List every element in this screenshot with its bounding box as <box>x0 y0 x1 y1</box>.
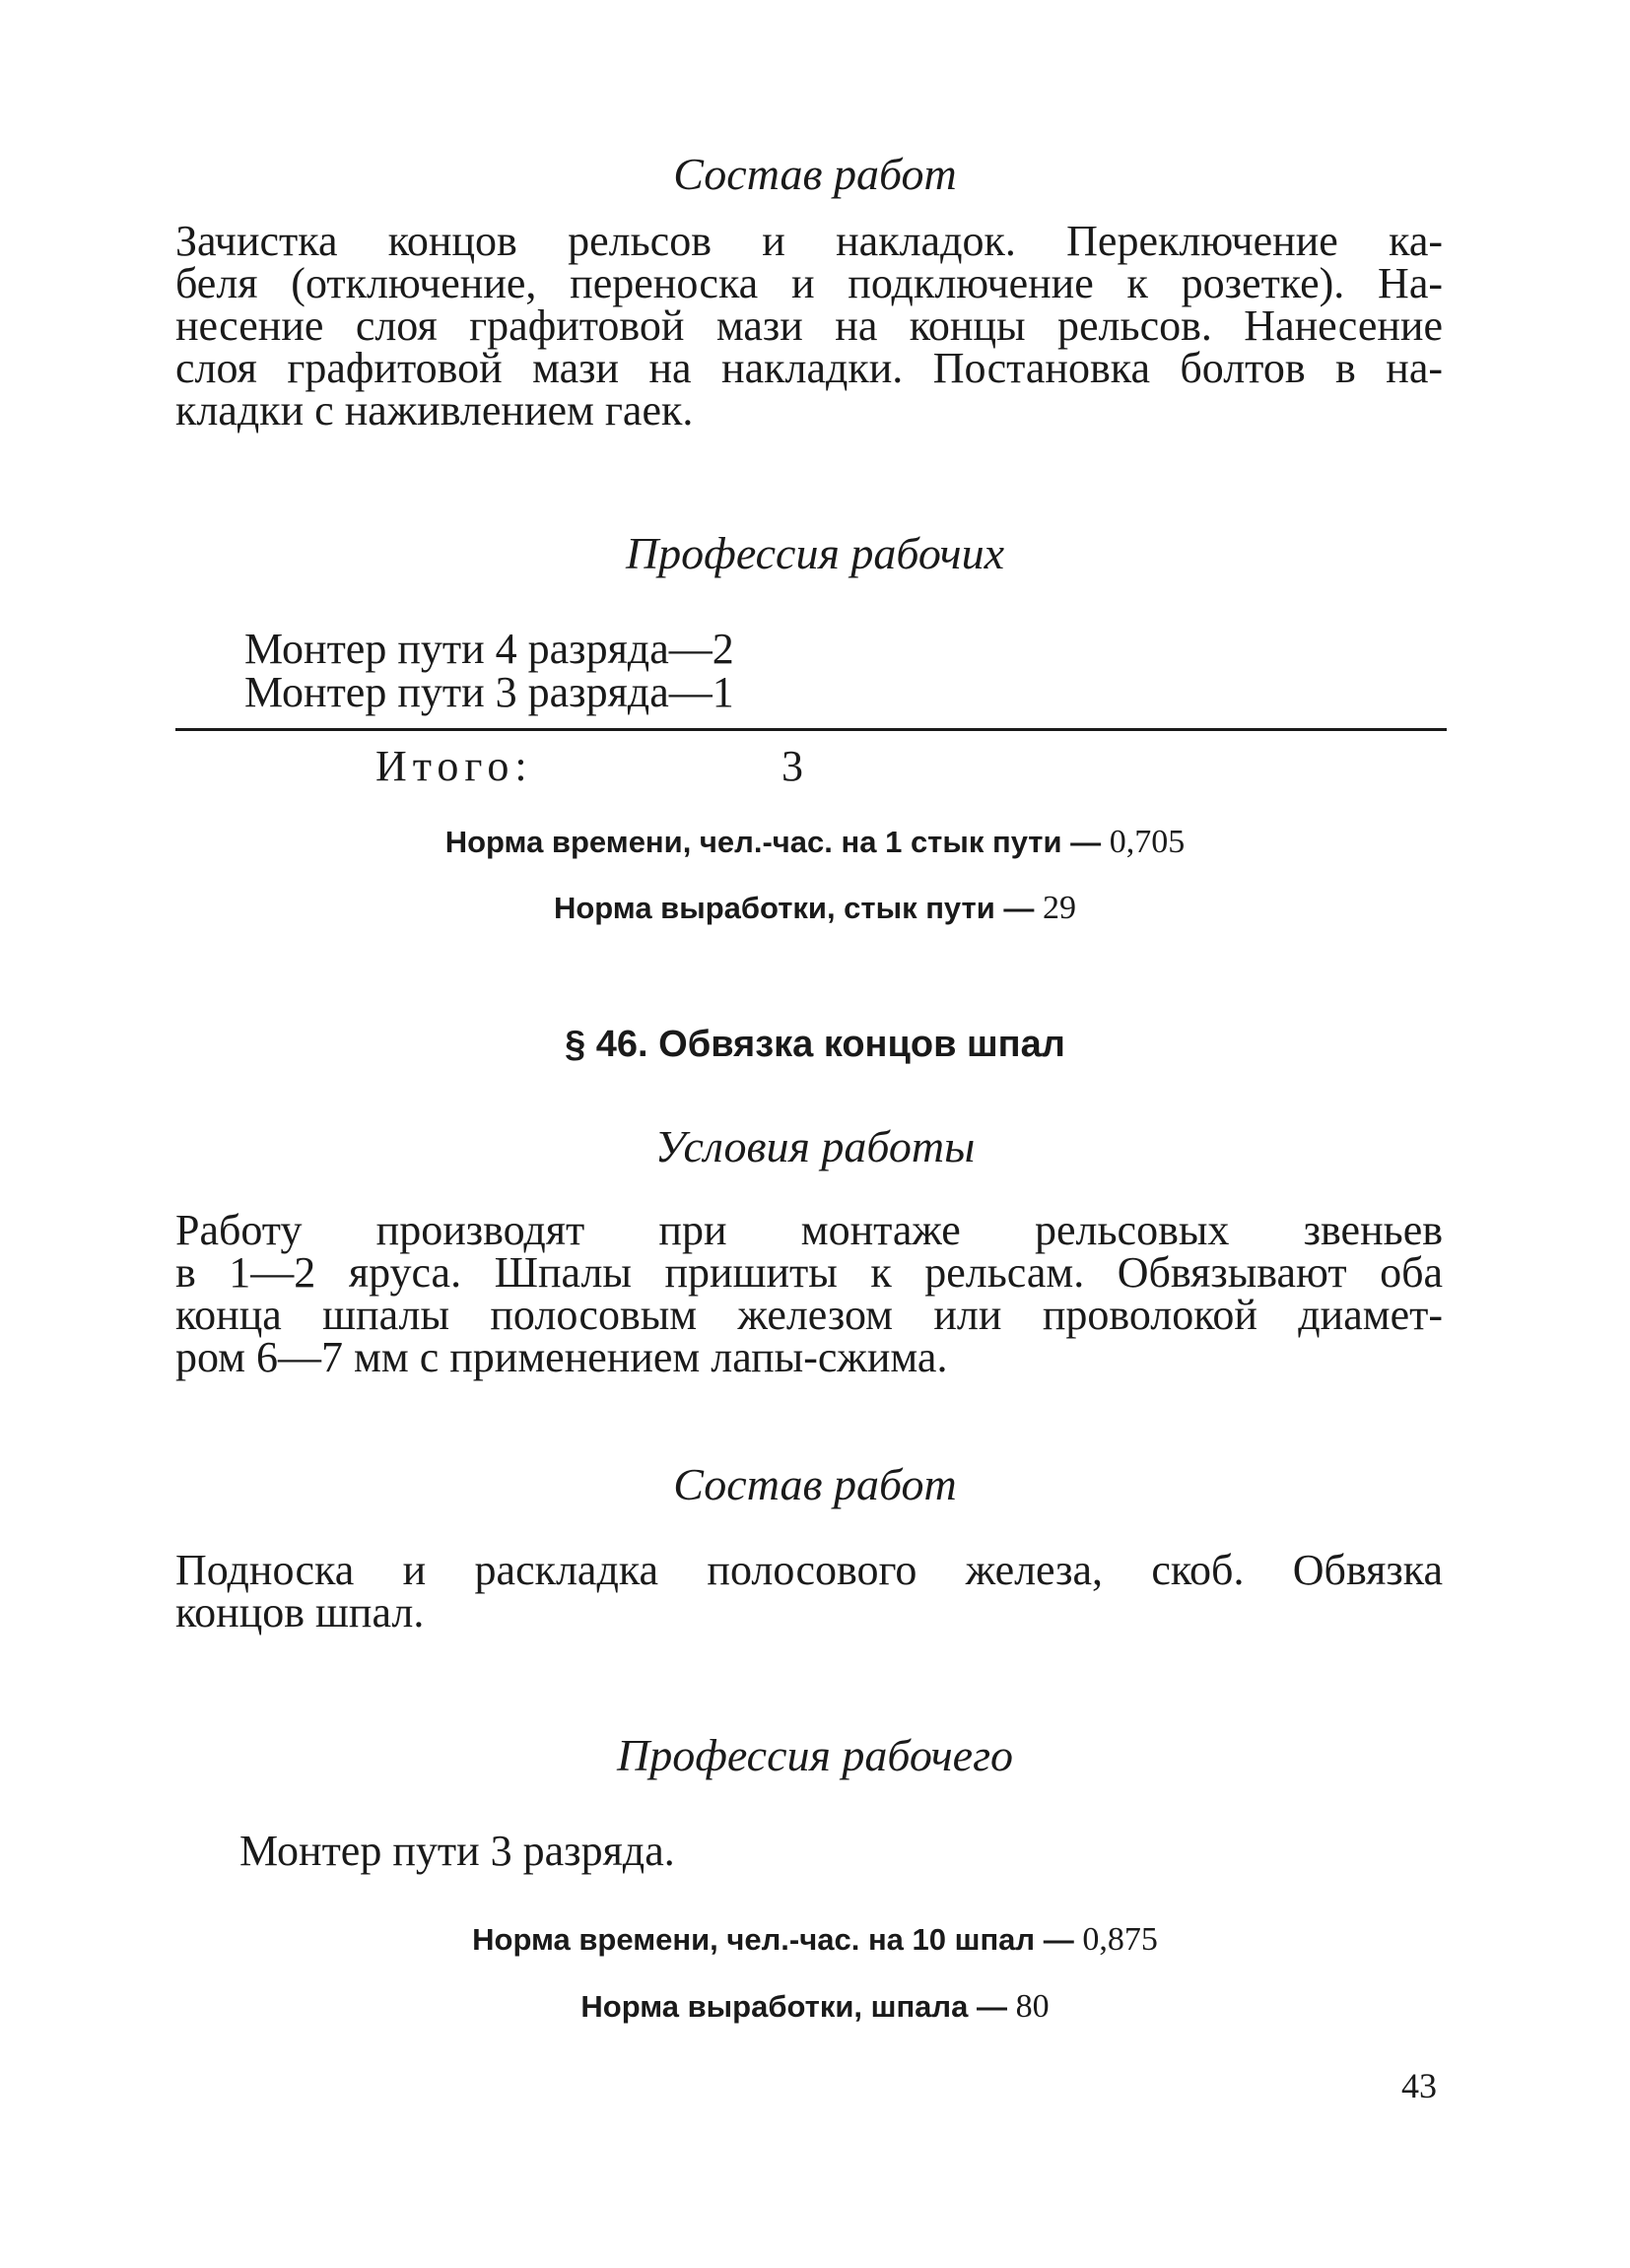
work-composition-heading: Состав работ <box>673 149 957 199</box>
output-norm <box>0 890 1630 927</box>
worker-row <box>244 667 734 717</box>
profession-heading: Профессия рабочего <box>616 1730 1014 1780</box>
worker-row: Монтер пути 3 разряда. <box>239 1827 675 1875</box>
output-norm-value: 29 <box>1043 890 1077 926</box>
profession-heading: Профессия рабочих <box>625 528 1005 578</box>
time-norm-value: 0,705 <box>1109 824 1186 860</box>
time-norm <box>0 824 1630 861</box>
work-composition-paragraph <box>175 217 1443 434</box>
worker-dash: — <box>668 625 713 673</box>
worker-count: 2 <box>712 625 734 673</box>
output-norm-label: Норма выработки, шпала — <box>580 1989 1007 2024</box>
worker-count: 1 <box>712 668 734 716</box>
paragraph-line: Подноска и раскладка полосового железа, скоб. Обвязка <box>175 1546 1443 1594</box>
paragraph-line: беля (отключение, переноска и подключение к розетке). На- <box>175 259 1443 307</box>
total-divider <box>175 728 1447 731</box>
worker-name: Монтер пути 3 разряда <box>244 668 669 716</box>
output-norm-label: Норма выработки, стык пути — <box>553 891 1035 925</box>
total-value: 3 <box>781 742 803 790</box>
output-norm <box>0 1988 1630 2026</box>
time-norm-label: Норма времени, чел.-час. на 10 шпал — <box>472 1922 1074 1957</box>
page-number: 43 <box>1401 2066 1437 2105</box>
conditions-paragraph <box>175 1206 1443 1381</box>
work-composition-paragraph <box>175 1546 1443 1636</box>
paragraph-line: несение слоя графитовой мази на концы рельсов. Нанесение <box>175 301 1443 350</box>
paragraph-line: в 1—2 яруса. Шпалы пришиты к рельсам. Обвязывают оба <box>175 1248 1443 1297</box>
time-norm <box>0 1921 1630 1959</box>
conditions-heading: Условия работы <box>654 1121 976 1171</box>
worker-dash: — <box>668 668 713 716</box>
work-composition-heading: Состав работ <box>673 1459 957 1509</box>
paragraph-line: кладки с наживлением гаек. <box>175 386 694 434</box>
time-norm-value: 0,875 <box>1082 1921 1158 1958</box>
paragraph-line: Работу производят при монтаже рельсовых звеньев <box>175 1206 1443 1254</box>
output-norm-value: 80 <box>1015 1988 1050 2025</box>
total-label: Итого: <box>375 742 533 790</box>
section-title: § 46. Обвязка концов шпал <box>565 1024 1065 1065</box>
time-norm-label: Норма времени, чел.-час. на 1 стык пути — <box>444 825 1102 859</box>
paragraph-line: конца шпалы полосовым железом или проволокой диамет- <box>175 1291 1443 1339</box>
paragraph-line: слоя графитовой мази на накладки. Постановка болтов в на- <box>175 344 1443 392</box>
worker-name: Монтер пути 4 разряда <box>244 625 669 673</box>
paragraph-line: ром 6—7 мм с применением лапы-сжима. <box>175 1333 948 1381</box>
paragraph-line: Зачистка концов рельсов и накладок. Переключение ка- <box>175 217 1443 265</box>
paragraph-line: концов шпал. <box>175 1588 425 1636</box>
